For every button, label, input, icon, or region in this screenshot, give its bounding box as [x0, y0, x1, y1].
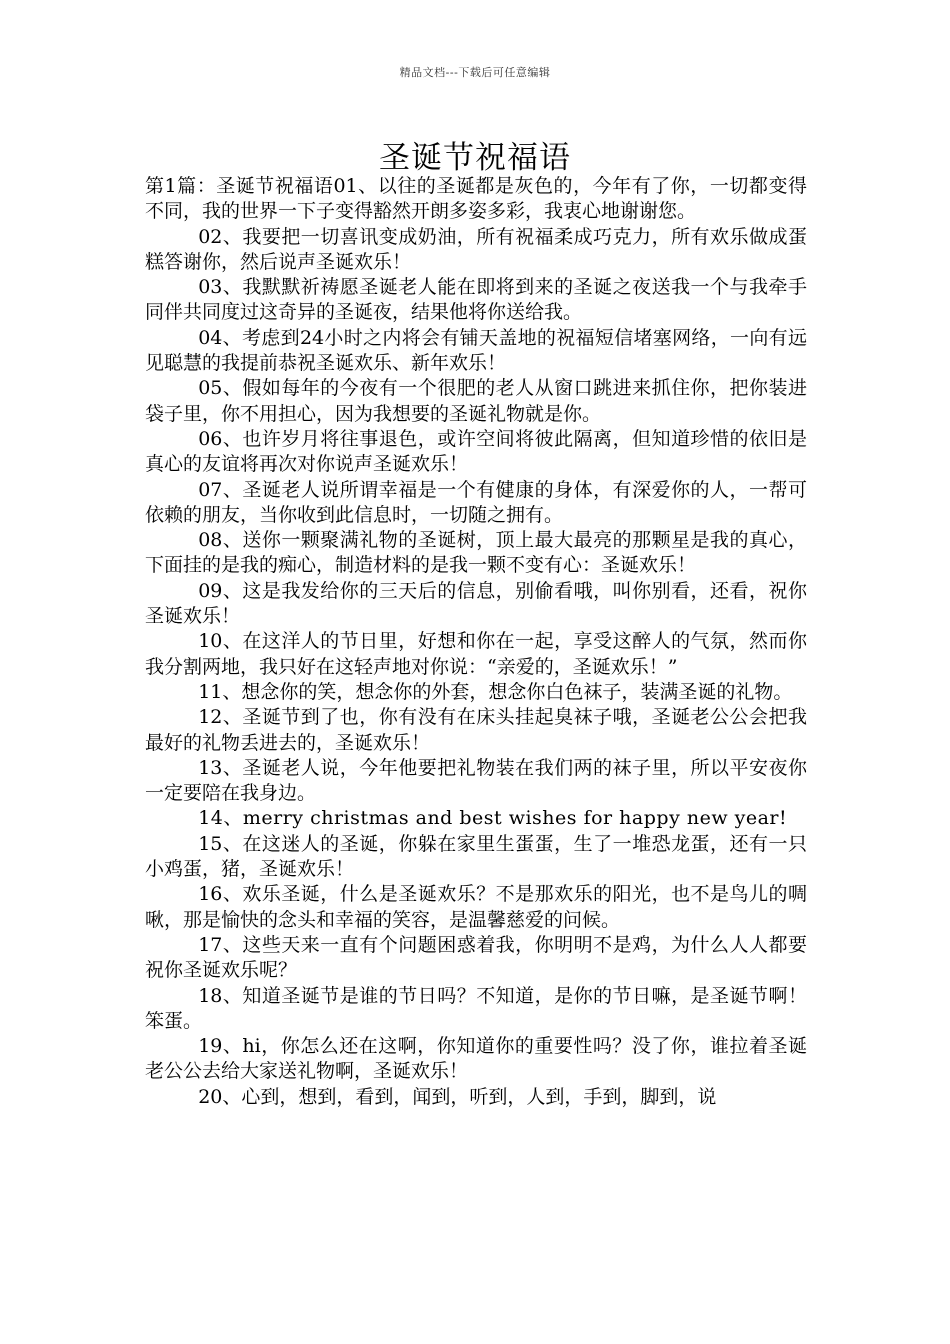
- paragraph-15: 15、在这迷人的圣诞，你躲在家里生蛋蛋，生了一堆恐龙蛋，还有一只小鸡蛋，猪，圣诞欢乐！: [145, 832, 807, 881]
- document-title: 圣诞节祝福语: [379, 140, 571, 176]
- paragraph-14: 14、merry christmas and best wishes for happy new year!: [198, 807, 788, 830]
- paragraph-10: 10、在这洋人的节日里，好想和你在一起，享受这醉人的气氛，然而你我分割两地，我只好在这轻声地对你说：“亲爱的，圣诞欢乐！”: [145, 630, 807, 678]
- paragraph-19: 19、hi，你怎么还在这啊，你知道你的重要性吗？没了你，谁拉着圣诞老公公去给大家送礼物啊，圣诞欢乐！: [145, 1035, 807, 1083]
- paragraph-02: 02、我要把一切喜讯变成奶油，所有祝福柔成巧克力，所有欢乐做成蛋糕答谢你，然后说声圣诞欢乐！: [145, 225, 807, 273]
- paragraph-05: 05、假如每年的今夜有一个很肥的老人从窗口跳进来抓住你，把你装进袋子里，你不用担心，因为我想要的圣诞礼物就是你。: [145, 377, 807, 425]
- paragraph-09: 09、这是我发给你的三天后的信息，别偷看哦，叫你别看，还看，祝你圣诞欢乐！: [145, 579, 807, 628]
- page-header-note: 精品文档---下载后可任意编辑: [399, 66, 551, 79]
- paragraph-03: 03、我默默祈祷愿圣诞老人能在即将到来的圣诞之夜送我一个与我牵手同伴共同度过这奇异的圣诞夜，结果他将你送给我。: [145, 276, 807, 324]
- paragraph-13: 13、圣诞老人说，今年他要把礼物装在我们两的袜子里，所以平安夜你一定要陪在我身边。: [145, 756, 807, 805]
- document-body: [145, 174, 807, 1110]
- paragraph-07: 07、圣诞老人说所谓幸福是一个有健康的身体，有深爱你的人，一帮可依赖的朋友，当你收到此信息时，一切随之拥有。: [145, 478, 807, 526]
- paragraph-17: 17、这些天来一直有个问题困惑着我，你明明不是鸡，为什么人人都要祝你圣诞欢乐呢？: [145, 933, 807, 982]
- paragraph-08: 08、送你一颗聚满礼物的圣诞树，顶上最大最亮的那颗星是我的真心，下面挂的是我的痴心，制造材料的是我一颗不变有心：圣诞欢乐！: [145, 529, 807, 577]
- paragraph-11: 11、想念你的笑，想念你的外套，想念你白色袜子，装满圣诞的礼物。: [198, 680, 793, 703]
- paragraph-16: 16、欢乐圣诞，什么是圣诞欢乐？不是那欢乐的阳光，也不是鸟儿的啁啾，那是愉快的念头和幸福的笑容，是温馨慈爱的问候。: [145, 883, 807, 931]
- paragraph-18: 18、知道圣诞节是谁的节日吗？不知道，是你的节日嘛，是圣诞节啊！笨蛋。: [145, 984, 807, 1032]
- paragraph-04: 04、考虑到24小时之内将会有铺天盖地的祝福短信堵塞网络，一向有远见聪慧的我提前恭祝圣诞欢乐、新年欢乐！: [145, 326, 807, 375]
- paragraph-01: 第1篇：圣诞节祝福语01、以往的圣诞都是灰色的，今年有了你，一切都变得不同，我的世界一下子变得豁然开朗多姿多彩，我衷心地谢谢您。: [145, 175, 807, 223]
- paragraph-20: 20、心到，想到，看到，闻到，听到，人到，手到，脚到，说: [198, 1085, 717, 1108]
- paragraph-12: 12、圣诞节到了也，你有没有在床头挂起臭袜子哦，圣诞老公公会把我最好的礼物丢进去的，圣诞欢乐！: [145, 706, 807, 754]
- paragraph-06: 06、也许岁月将往事退色，或许空间将彼此隔离，但知道珍惜的依旧是真心的友谊将再次对你说声圣诞欢乐！: [145, 427, 807, 476]
